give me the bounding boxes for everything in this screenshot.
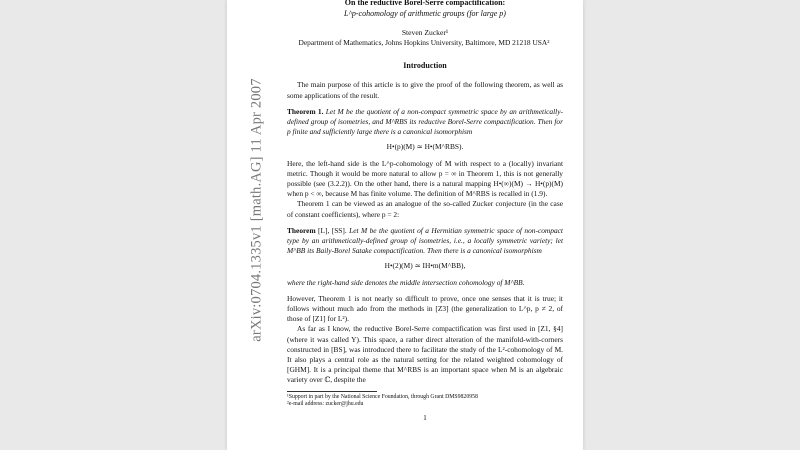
paper-content (287, 0, 563, 423)
theorem-2-formula: H•(2)(M) ≃ IH•m(M^BB), (384, 261, 466, 271)
paragraph-zucker-conjecture: Theorem 1 can be viewed as an analogue of the so-called Zucker conjecture (in the case of constant coefficients), where p = 2: (287, 199, 563, 219)
arxiv-stamp (247, 60, 267, 360)
theorem-2-cite: [L], [SS]. (318, 225, 347, 235)
theorem-1 (287, 107, 563, 138)
theorem-1-label: Theorem 1. (287, 106, 324, 116)
paragraph-lp-cohomology: Here, the left-hand side is the L^p-cohomology of M with respect to a (locally) invariant metric. Though it would be more natural to allow p = ∞ in Theorem 1, this is not generally possible (see (3.2.2)). On the other hand, there is a natural mapping H•(∞)(M) → H•(p)(M) when p < ∞, because M has finite volume. The definition of M^RBS is recalled in (1.9). (287, 158, 563, 199)
section-heading: Introduction (403, 61, 447, 71)
affiliation: Department of Mathematics, Johns Hopkins University, Baltimore, MD 21218 USA² (298, 38, 550, 48)
theorem-2-statement: Let M be the quotient of a Hermitian symmetric space of non-compact type by an arithmetically-defined group of isometries, i.e., a locally symmetric variety; let M^BB its Baily-Borel Satake compactification. Then there is a canonical isomorphism (287, 225, 563, 256)
theorem-2-after: where the right-hand side denotes the middle intersection cohomology of M^BB. (287, 277, 525, 287)
theorem-1-formula: H•(p)(M) ≃ H•(M^RBS). (386, 142, 464, 152)
paragraph-history: As far as I know, the reductive Borel-Serre compactification was first used in [Z1, §4] (where it was called Y). This space, a rather direct alteration of the manifold-with-corners constructed in [BS], was introduced there to facilitate the study of the L²-cohomology of M. It also plays a central role as the natural setting for the related weighted cohomology of [GHM]. It is a principal theme that M^RBS is an important space when M is an algebraic variety over ℂ, despite the (287, 324, 563, 385)
paper-title: On the reductive Borel-Serre compactification: (344, 0, 506, 7)
paragraph-however: However, Theorem 1 is not nearly so difficult to prove, once one senses that it is true; it follows without much ado from the methods in [Z3] (the generalization to L^p, p ≠ 2, of those of [Z1] for L²). (287, 293, 563, 324)
footnote-rule (287, 391, 377, 392)
theorem-1-statement: Let M be the quotient of a non-compact symmetric space by an arithmetically-defined group of isometries, and M^RBS its reductive Borel-Serre compactification. Then for p finite and sufficiently large there is a canonical isomorphism (287, 106, 563, 137)
footnote-1: ¹Support in part by the National Science Foundation, through Grant DMS9820958 (287, 393, 478, 400)
footnote-2: ²e-mail address: zucker@jhu.edu (287, 401, 364, 408)
author: Steven Zucker¹ (401, 28, 449, 37)
paper-subtitle: L^p-cohomology of arithmetic groups (for large p) (344, 9, 506, 18)
intro-paragraph: The main purpose of this article is to give the proof of the following theorem, as well as some applications of the result. (287, 80, 563, 100)
page-number: 1 (423, 412, 427, 422)
theorem-2 (287, 226, 563, 257)
theorem-2-label: Theorem (287, 225, 316, 235)
arxiv-stamp-text: arXiv:0704.1335v1 [math.AG] 11 Apr 2007 (248, 78, 265, 342)
